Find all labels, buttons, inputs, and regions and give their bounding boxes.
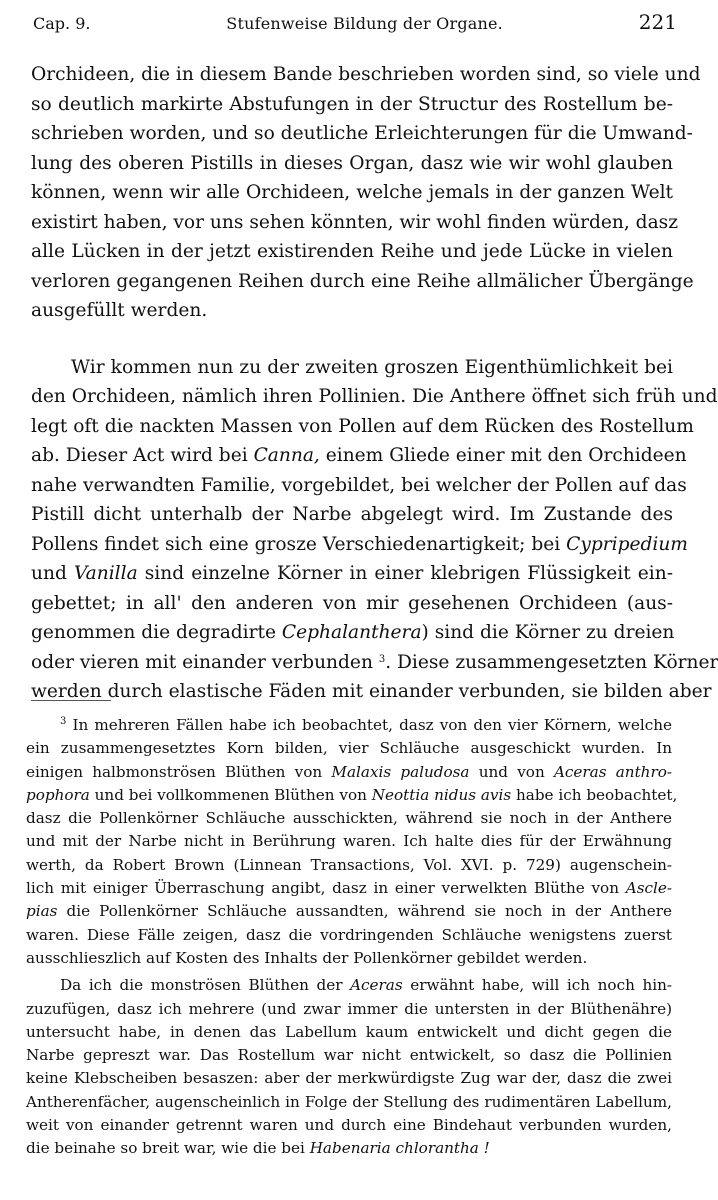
footnote-line: keine Klebscheiben besaszen: aber der merkwürdigste Zug war der, dasz die zwei xyxy=(26,1069,672,1088)
footnote-line: dasz die Pollenkörner Schläuche ausschickten, während sie noch in der Anthere xyxy=(26,809,672,828)
taxon-name: Neottia nidus avis xyxy=(371,785,512,804)
text-line: ausgefüllt werden. xyxy=(31,300,208,321)
taxon-name: pophora xyxy=(26,785,90,804)
text-line: legt oft die nackten Massen von Pollen auf dem Rücken des Rostellum xyxy=(31,415,694,437)
running-title: Stufenweise Bildung der Organe. xyxy=(226,14,503,33)
taxon-name: Cephalanthera xyxy=(281,622,422,643)
footnote-line: ausschlieszlich auf Kosten des Inhalts der Pollenkörner gebildet werden. xyxy=(26,948,588,967)
footnote-3 xyxy=(26,714,678,1161)
footnote-line: waren. Diese Fälle zeigen, dasz die vordringenden Schläuche wenigstens zuerst xyxy=(26,925,672,944)
footnote-line: lich mit einiger Überraschung angibt, dasz in einer verwelkten Blüthe von Ascle- xyxy=(26,879,672,898)
footnote-line: und mit der Narbe nicht in Berührung waren. Ich halte dies für der Erwähnung xyxy=(26,832,672,851)
footnote-line: Antherenfächer, augenscheinlich in Folge der Stellung des rudimentären Labellum, xyxy=(26,1092,672,1111)
chapter-label: Cap. 9. xyxy=(33,14,91,33)
page-number: 221 xyxy=(638,10,677,34)
text-line: lung des oberen Pistills in dieses Organ, dasz wie wir wohl glauben xyxy=(31,152,673,174)
taxon-name: Vanilla xyxy=(73,563,138,584)
taxon-name: Canna, xyxy=(253,445,320,466)
text-line: können, wenn wir alle Orchideen, welche jemals in der ganzen Welt xyxy=(31,182,673,203)
text-line: den Orchideen, nämlich ihren Pollinien. Die Anthere öffnet sich früh und xyxy=(31,386,718,407)
taxon-name: pias xyxy=(26,902,58,921)
main-text xyxy=(31,60,718,707)
taxon-name: Malaxis paludosa xyxy=(331,762,470,781)
text-line: so deutlich markirte Abstufungen in der Structur des Rostellum be- xyxy=(31,93,673,115)
text-line: genommen die degradirte Cephalanthera) sind die Körner zu dreien xyxy=(31,622,675,643)
footnote-line: pias die Pollenkörner Schläuche aussandten, während sie noch in der Anthere xyxy=(26,902,672,921)
footnote-line: untersucht habe, in denen das Labellum kaum entwickelt und dicht gegen die xyxy=(26,1022,672,1041)
footnote-reference[interactable]: 3 xyxy=(378,653,386,665)
taxon-name: Habenaria chlorantha ! xyxy=(309,1139,490,1158)
footnote-line: ein zusammengesetztes Korn bilden, vier Schläuche ausgeschickt wurden. In xyxy=(26,739,672,758)
taxon-name: Ascle- xyxy=(625,879,672,898)
text-line: und Vanilla sind einzelne Körner in einer klebrigen Flüssigkeit ein- xyxy=(31,563,674,584)
footnote-line: werth, da Robert Brown (Linnean Transactions, Vol. XVI. p. 729) augenschein- xyxy=(26,855,672,874)
footnote-line: pophora und bei vollkommenen Blüthen von Neottia nidus avis habe ich beobachtet, xyxy=(26,785,678,804)
text-line: Wir kommen nun zu der zweiten groszen Eigenthümlichkeit bei xyxy=(71,356,673,378)
text-line: alle Lücken in der jetzt existirenden Reihe und jede Lücke in vielen xyxy=(31,241,673,262)
footnote-line: $^3$ In mehreren Fällen habe ich beobachtet, dasz von den vier Körnern, welche xyxy=(60,716,672,734)
text-line: nahe verwandten Familie, vorgebildet, bei welcher der Pollen auf das xyxy=(31,474,687,496)
taxon-name: Cypripedium xyxy=(566,533,688,555)
running-header xyxy=(33,10,677,46)
text-line: schrieben worden, und so deutliche Erleichterungen für die Umwand- xyxy=(31,123,693,144)
footnote-line: Da ich die monströsen Blüthen der Aceras erwähnt habe, will ich noch hin- xyxy=(60,976,672,995)
paragraph-1 xyxy=(31,60,701,326)
text-line: gebettet; in all' den anderen von mir gesehenen Orchideen (aus- xyxy=(31,592,673,614)
footnote-divider xyxy=(31,700,111,701)
text-line: existirt haben, vor uns sehen könnten, wir wohl finden würden, dasz xyxy=(31,211,679,233)
taxon-name: Aceras anthro- xyxy=(553,762,672,781)
footnote-line: zuzufügen, dasz ich mehrere (und zwar immer die untersten in der Blüthenähre) xyxy=(26,999,672,1018)
text-line: Pistill dicht unterhalb der Narbe abgelegt wird. Im Zustande des xyxy=(31,504,673,525)
taxon-name: Aceras xyxy=(350,976,403,995)
footnote-line: die beinahe so breit war, wie die bei Habenaria chlorantha ! xyxy=(26,1139,490,1158)
footnote-line: weit von einander getrennt waren und durch eine Bindehaut verbunden wurden, xyxy=(26,1116,672,1135)
text-line: Pollens findet sich eine grosze Verschiedenartigkeit; bei Cypripedium xyxy=(31,533,688,555)
text-line: verloren gegangenen Reihen durch eine Reihe allmälicher Übergänge xyxy=(31,270,694,292)
paragraph-2 xyxy=(31,353,718,707)
text-line: werden durch elastische Fäden mit einander verbunden, sie bilden aber xyxy=(31,681,712,702)
text-line: oder vieren mit einander verbunden $^3$. Diese zusammengesetzten Körner xyxy=(31,651,718,673)
footnote-line: Narbe gepreszt war. Das Rostellum war nicht entwickelt, so dasz die Pollinien xyxy=(26,1046,672,1065)
text-line: Orchideen, die in diesem Bande beschrieben worden sind, so viele und xyxy=(31,64,701,85)
footnote-line: einigen halbmonströsen Blüthen von Malaxis paludosa und von Aceras anthro- xyxy=(26,762,672,781)
footnote-marker: 3 xyxy=(60,716,67,727)
text-line: ab. Dieser Act wird bei Canna, einem Gliede einer mit den Orchideen xyxy=(31,445,687,466)
